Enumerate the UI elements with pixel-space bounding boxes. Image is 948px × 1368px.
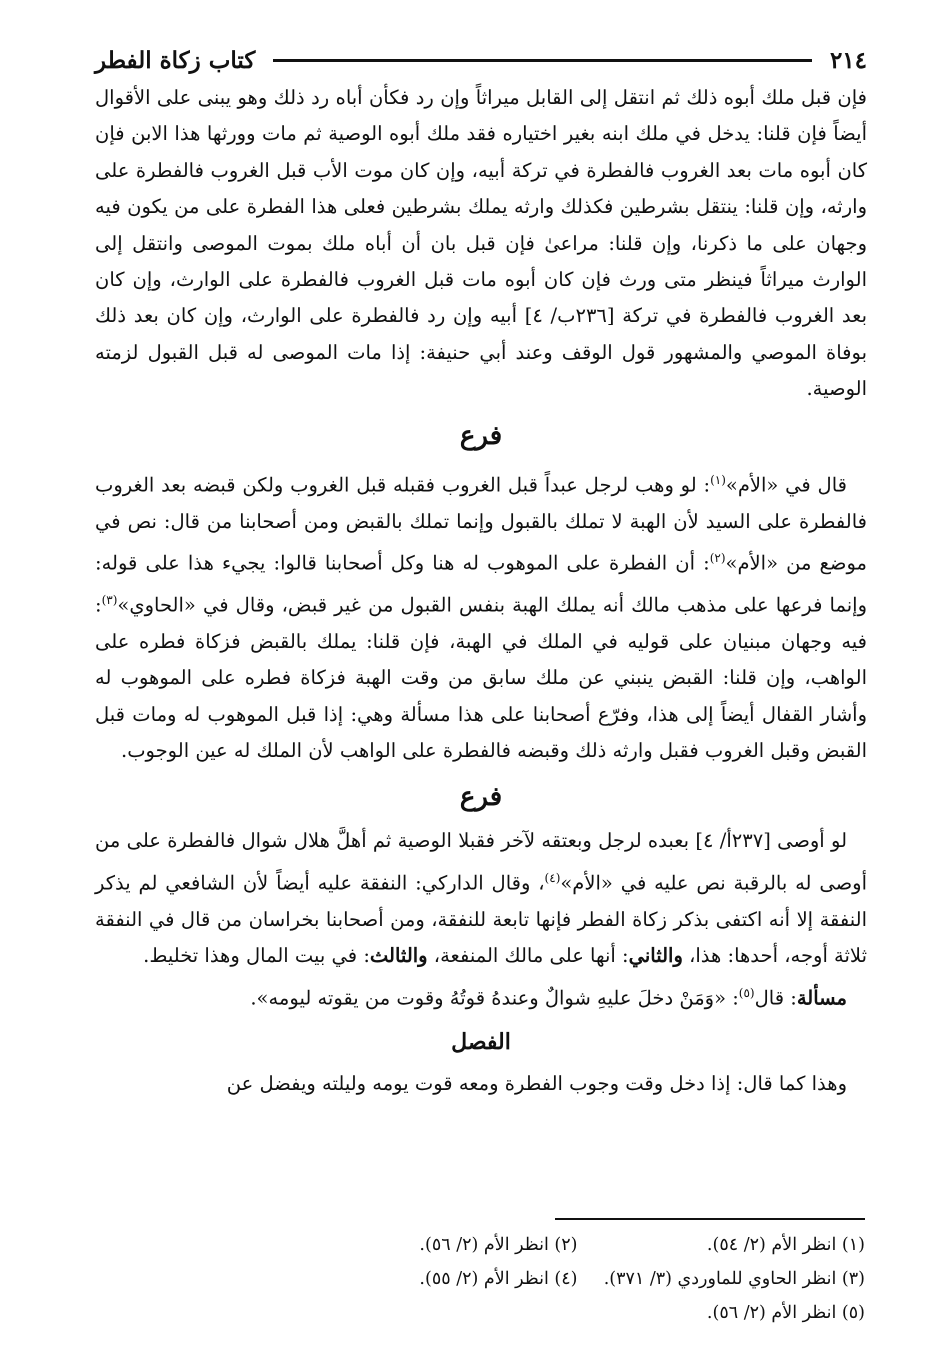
paragraph-3-text-a: لو أوصى [٢٣٧أ/ ٤] بعبده لرجل وبعتقه لآخر فقبلا الوصية ثم أهلَّ هلال شوال فالفطرة على من أوصى له بالرقبة نص عليه في «الأم» bbox=[95, 829, 867, 895]
paragraph-3-text-b: ، وقال الداركي: النفقة عليه أيضاً لأن الشافعي لم يذكر النفقة إلا أنه اكتفى بذكر زكاة الفطر فإنها تابعة للنفقة، ومن أصحابنا بخراسان من قال في النفقة ثلاثة أوجه، أحدها: هذا، bbox=[95, 871, 867, 968]
footnote-ref-2: (٢) bbox=[709, 550, 726, 565]
page-number: ٢١٤ bbox=[829, 46, 867, 74]
paragraph-2-text-d: : فيه وجهان مبنيان على قوليه في الملك في الهبة، فإن قلنا: يملك بالقبض فزكاة فطره على الواهب، وإن قلنا: القبض ينبني عن ملك سابق من وقت الهبة فزكاة فطره على الموهوب له وأشار القفال أيضاً إلى هذا، وفرّع أصحابنا على هذا مسألة وهي: إذا قبل الموهوب له ومات قبل القبض وقبل الغروب فقبل وارثه ذلك وقبضه فالفطرة على الواهب لأن الملك له عين الوجوب. bbox=[95, 593, 867, 762]
page bbox=[95, 40, 867, 1103]
footnote-rule bbox=[555, 1218, 865, 1220]
footnotes bbox=[290, 1228, 865, 1330]
paragraph-3-second: والثاني bbox=[628, 944, 683, 968]
paragraph-5 bbox=[95, 1066, 867, 1102]
footnote-row bbox=[290, 1262, 865, 1296]
paragraph-2 bbox=[95, 462, 867, 770]
footnote-row bbox=[290, 1228, 865, 1262]
footnote-ref-4: (٤) bbox=[544, 870, 561, 885]
section-heading-2: فرع bbox=[459, 782, 503, 813]
paragraph-2-text-c: : أن الفطرة على الموهوب له هنا وكل أصحابنا قالوا: يجيء هذا على قوله: وإنما فرعها على مذهب مالك أنه يملك الهبة بنفس القبول من غير قبض، وقال في «الحاوي» bbox=[95, 551, 867, 617]
footnote-3: (٣) انظر الحاوي للماوردي (٣/ ٣٧١). bbox=[603, 1269, 865, 1289]
paragraph-3-third: والثالث bbox=[369, 944, 428, 968]
footnote-5: (٥) انظر الأم (٢/ ٥٦). bbox=[706, 1303, 865, 1323]
paragraph-5-text: وهذا كما قال: إذا دخل وقت وجوب الفطرة ومعه قوت يومه وليلته ويفضل عن bbox=[226, 1072, 847, 1096]
paragraph-3-text-d: : في بيت المال وهذا تخليط. bbox=[143, 944, 370, 968]
footnote-ref-5: (٥) bbox=[738, 985, 755, 1000]
paragraph-4-text-a: : قال bbox=[754, 986, 797, 1010]
paragraph-1: فإن قبل ملك أبوه ذلك ثم انتقل إلى القابل ميراثاً وإن رد فكأن أباه رد ذلك وهو يبنى على الأقوال أيضاً فإن قلنا: يدخل في ملك ابنه بغير اختياره فقد ملك أبوه الوصية ثم مات وورثها هذا الابن فإن كان أبوه مات بعد الغروب فالفطرة في تركة أبيه، وإن كان موت الأب قبل الغروب فالفطرة على وارثه، وإن قلنا: ينتقل بشرطين فكذلك وارثه يملك بشرطين فعلى هذا الفطرة على من يكون فيه وجهان على ما ذكرنا، وإن قلنا: مراعىٰ فإن قبل بان أن أباه ملك بموت الموصى وانتقل إلى الوارث ميراثاً فينظر متى ورث فإن كان أبوه مات قبل الغروب فالفطرة على الوارث، وإن كان بعد الغروب فالفطرة في تركة [٢٣٦ب/ ٤] أبيه وإن رد فالفطرة على الوارث، وإن كان بعد ذلك بوفاة الموصي والمشهور قول الوقف وعند أبي حنيفة: إذا مات الموصى له قبل القبول لزمته الوصية. bbox=[95, 86, 867, 401]
section-heading-3: الفصل bbox=[451, 1029, 511, 1056]
footnote-4: (٤) انظر الأم (٢/ ٥٥). bbox=[419, 1269, 578, 1289]
paragraph-4 bbox=[95, 975, 867, 1017]
footnote-ref-3: (٣) bbox=[101, 592, 118, 607]
paragraph-2-text-a: قال في «الأم» bbox=[725, 473, 847, 497]
masala-label: مسألة bbox=[796, 986, 847, 1010]
footnote-2: (٢) انظر الأم (٢/ ٥٦). bbox=[419, 1235, 578, 1255]
section-heading-1: فرع bbox=[459, 420, 503, 451]
paragraph-3-text-c: : أنها على مالك المنفعة، bbox=[427, 944, 629, 968]
paragraph-2-text-b: : لو وهب لرجل عبداً قبل الغروب فقبله قبل الغروب ولكن قبضه بعد الغروب فالفطرة على السيد لأن الهبة لا تملك بالقبول وإنما تملك بالقبض ومن أصحابنا من قال: نص في موضع من «الأم» bbox=[95, 473, 867, 575]
page-header bbox=[95, 40, 867, 80]
paragraph-4-text-b: : «وَمَنْ دخلَ عليهِ شوالٌ وعندهُ قوتُهُ وقوت من يقوته ليومه». bbox=[250, 986, 739, 1010]
footnote-row bbox=[290, 1296, 865, 1330]
book-title: كتاب زكاة الفطر bbox=[95, 46, 256, 74]
paragraph-3 bbox=[95, 823, 867, 974]
footnote-1: (١) انظر الأم (٢/ ٥٤). bbox=[706, 1235, 865, 1255]
header-rule bbox=[273, 59, 812, 62]
footnote-ref-1: (١) bbox=[710, 472, 726, 487]
